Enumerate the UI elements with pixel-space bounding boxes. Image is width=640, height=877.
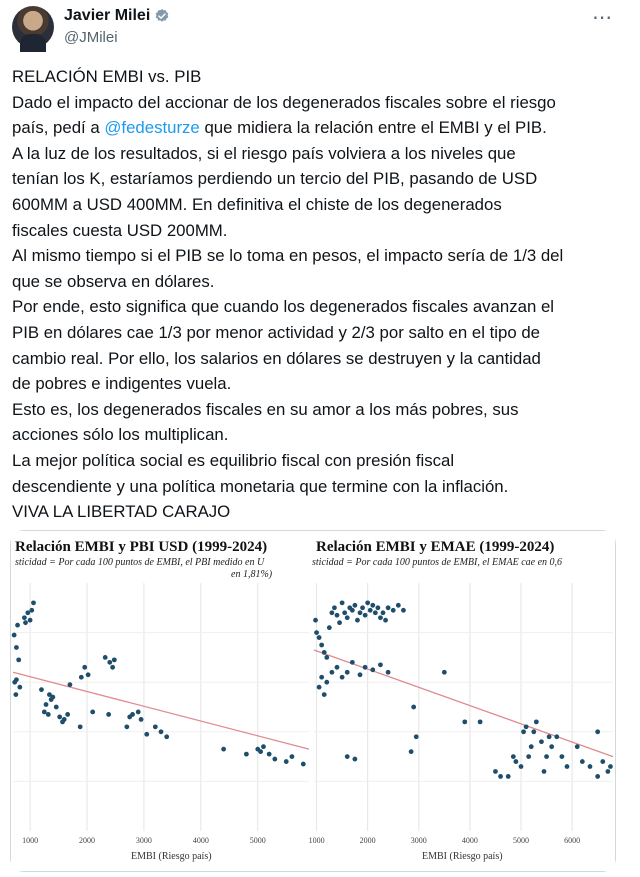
- tweet-line: RELACIÓN EMBI vs. PIB: [12, 67, 202, 86]
- data-point: [44, 702, 49, 707]
- data-point: [139, 717, 144, 722]
- data-point: [549, 744, 554, 749]
- data-point: [290, 754, 295, 759]
- data-point: [68, 682, 73, 687]
- data-point: [588, 764, 593, 769]
- data-point: [317, 685, 322, 690]
- data-point: [272, 757, 277, 762]
- tweet-line-end: que midiera la relación entre el EMBI y el PIB.: [199, 118, 547, 138]
- data-point: [595, 774, 600, 779]
- data-point: [327, 625, 332, 630]
- data-point: [29, 608, 34, 613]
- chart-embi-pbi[interactable]: [11, 531, 311, 871]
- data-point: [14, 645, 19, 650]
- x-tick-label: 2000: [359, 836, 376, 845]
- data-point: [110, 665, 115, 670]
- data-point: [221, 747, 226, 752]
- data-point: [319, 675, 324, 680]
- data-point: [531, 729, 536, 734]
- chart-subtitle: sticidad = Por cada 100 puntos de EMBI, el PBI medido en U: [15, 557, 265, 568]
- data-point: [124, 724, 129, 729]
- data-point: [329, 610, 334, 615]
- data-point: [50, 695, 55, 700]
- data-point: [22, 615, 27, 620]
- data-point: [350, 660, 355, 665]
- data-point: [519, 764, 524, 769]
- x-tick-label: 6000: [564, 836, 581, 845]
- tweet-line: fiscales cuesta USD 200MM.: [12, 220, 228, 240]
- data-point: [352, 603, 357, 608]
- data-point: [368, 608, 373, 613]
- tweet-line: Esto es, los degenerados fiscales en su amor a los más pobres, sus: [12, 399, 519, 419]
- tweet-line: A la luz de los resultados, si el riesgo país volviera a los niveles que: [12, 143, 516, 163]
- data-point: [79, 675, 84, 680]
- more-options-icon[interactable]: ⋯: [592, 7, 613, 29]
- tweet-text: [12, 64, 628, 525]
- x-tick-label: 1000: [308, 836, 325, 845]
- x-axis-label: EMBI (Riesgo país): [422, 851, 503, 862]
- data-point: [358, 672, 363, 677]
- data-point: [493, 769, 498, 774]
- data-point: [511, 754, 516, 759]
- trend-line: [314, 650, 613, 757]
- tweet-line: 600MM a USD 400MM. En definitiva el chiste de los degenerados: [12, 194, 502, 214]
- tweet-line-start: país, pedí a: [12, 118, 105, 138]
- tweet-line: La mejor política social es equilibrio fiscal con presión fiscal: [12, 450, 455, 470]
- data-point: [314, 630, 319, 635]
- data-point: [54, 705, 59, 710]
- tweet-line: PIB en dólares cae 1/3 por menor actividad y 2/3 por salto en el tipo de: [12, 322, 540, 342]
- data-point: [396, 603, 401, 608]
- mention-link[interactable]: @fedesturze: [104, 118, 200, 138]
- data-point: [370, 667, 375, 672]
- data-point: [42, 710, 47, 715]
- data-point: [409, 749, 414, 754]
- x-tick-label: 3000: [410, 836, 427, 845]
- chart-title: Relación EMBI y EMAE (1999-2024): [316, 539, 555, 555]
- data-point: [324, 680, 329, 685]
- author-name[interactable]: Javier Milei: [64, 7, 151, 24]
- data-point: [498, 774, 503, 779]
- tweet-line: cambio real. Por ello, los salarios en dólares se destruyen y la cantidad: [12, 348, 541, 368]
- data-point: [363, 613, 368, 618]
- data-point: [136, 710, 141, 715]
- tweet-line: que se observa en dólares.: [12, 271, 215, 291]
- data-point: [335, 665, 340, 670]
- data-point: [600, 759, 605, 764]
- data-point: [82, 665, 87, 670]
- data-point: [342, 610, 347, 615]
- scatter-plot: [308, 531, 615, 871]
- x-tick-label: 5000: [249, 836, 266, 845]
- data-point: [391, 608, 396, 613]
- data-point: [345, 615, 350, 620]
- data-point: [322, 692, 327, 697]
- chart-title: Relación EMBI y PBI USD (1999-2024): [15, 539, 268, 555]
- data-point: [107, 660, 112, 665]
- data-point: [23, 620, 28, 625]
- data-point: [559, 754, 564, 759]
- data-point: [337, 620, 342, 625]
- data-point: [462, 719, 467, 724]
- data-point: [28, 618, 33, 623]
- tweet-line: tenían los K, estaríamos perdiendo un tercio del PIB, pasando de USD: [12, 169, 538, 189]
- data-point: [521, 729, 526, 734]
- tweet-line: Al mismo tiempo si el PIB se lo toma en pesos, el impacto sería de 1/3 del: [12, 246, 564, 266]
- data-point: [370, 603, 375, 608]
- chart-subtitle-cont: en 1,81%): [231, 569, 273, 580]
- data-point: [580, 759, 585, 764]
- data-point: [46, 712, 51, 717]
- data-point: [355, 618, 360, 623]
- data-point: [378, 615, 383, 620]
- x-axis-label: EMBI (Riesgo país): [131, 851, 212, 862]
- data-point: [13, 692, 18, 697]
- data-point: [529, 744, 534, 749]
- x-tick-label: 4000: [192, 836, 209, 845]
- data-point: [319, 643, 324, 648]
- data-point: [608, 764, 613, 769]
- data-point: [335, 613, 340, 618]
- data-point: [164, 734, 169, 739]
- data-point: [332, 605, 337, 610]
- data-point: [547, 734, 552, 739]
- data-point: [144, 732, 149, 737]
- data-point: [526, 754, 531, 759]
- data-point: [25, 610, 30, 615]
- data-point: [363, 665, 368, 670]
- data-point: [360, 605, 365, 610]
- data-point: [17, 685, 22, 690]
- data-point: [78, 724, 83, 729]
- verified-badge-icon: [154, 8, 170, 24]
- data-point: [513, 759, 518, 764]
- tweet-line: de pobres e indigentes vuela.: [12, 374, 232, 394]
- avatar[interactable]: [12, 6, 54, 48]
- data-point: [358, 610, 363, 615]
- x-tick-label: 5000: [513, 836, 529, 845]
- data-point: [386, 670, 391, 675]
- tweet-line: descendiente y una política monetaria que termine con la inflación.: [12, 476, 509, 496]
- data-point: [401, 608, 406, 613]
- x-tick-label: 2000: [79, 836, 95, 845]
- x-tick-label: 1000: [22, 836, 39, 845]
- tweet-line: Por ende, esto significa que cuando los degenerados fiscales avanzan el: [12, 297, 555, 317]
- data-point: [386, 605, 391, 610]
- data-point: [524, 724, 529, 729]
- data-point: [365, 600, 370, 605]
- data-point: [313, 618, 318, 623]
- data-point: [90, 710, 95, 715]
- tweet-line: VIVA LA LIBERTAD CARAJO: [12, 502, 231, 522]
- data-point: [322, 650, 327, 655]
- data-point: [378, 662, 383, 667]
- data-point: [411, 705, 416, 710]
- tweet-line: acciones sólo los multiplican.: [12, 425, 229, 445]
- data-point: [301, 762, 306, 767]
- data-point: [284, 759, 289, 764]
- data-point: [57, 715, 62, 720]
- data-point: [383, 618, 388, 623]
- data-point: [565, 764, 570, 769]
- data-point: [352, 757, 357, 762]
- data-point: [373, 610, 378, 615]
- data-point: [340, 600, 345, 605]
- data-point: [153, 724, 158, 729]
- tweet-line: [12, 115, 628, 141]
- data-point: [86, 672, 91, 677]
- trend-line: [13, 672, 309, 749]
- data-point: [261, 744, 266, 749]
- data-point: [544, 754, 549, 759]
- data-point: [130, 712, 135, 717]
- data-point: [539, 739, 544, 744]
- x-tick-label: 3000: [135, 836, 152, 845]
- data-point: [329, 670, 334, 675]
- chart-embi-emae[interactable]: [308, 531, 615, 871]
- author-handle[interactable]: @JMilei: [64, 29, 118, 46]
- tweet-line: Dado el impacto del accionar de los degenerados fiscales sobre el riesgo: [12, 92, 556, 112]
- data-point: [442, 670, 447, 675]
- data-point: [350, 608, 355, 613]
- data-point: [39, 687, 44, 692]
- data-point: [575, 744, 580, 749]
- data-point: [345, 670, 350, 675]
- data-point: [103, 655, 108, 660]
- tweet-header: [0, 0, 640, 56]
- x-tick-label: 4000: [461, 836, 478, 845]
- data-point: [31, 600, 36, 605]
- media-attachment[interactable]: [10, 530, 616, 872]
- data-point: [542, 769, 547, 774]
- data-point: [15, 623, 20, 628]
- data-point: [112, 657, 117, 662]
- data-point: [605, 769, 610, 774]
- data-point: [381, 610, 386, 615]
- scatter-plot: [11, 531, 311, 871]
- data-point: [12, 633, 17, 638]
- data-point: [258, 749, 263, 754]
- data-point: [159, 729, 164, 734]
- data-point: [244, 752, 249, 757]
- data-point: [65, 712, 70, 717]
- data-point: [554, 734, 559, 739]
- data-point: [12, 680, 17, 685]
- data-point: [595, 729, 600, 734]
- data-point: [345, 754, 350, 759]
- data-point: [16, 657, 21, 662]
- chart-subtitle: sticidad = Por cada 100 puntos de EMBI, el EMAE cae en 0,6: [312, 557, 563, 568]
- data-point: [324, 655, 329, 660]
- data-point: [62, 717, 67, 722]
- data-point: [414, 734, 419, 739]
- data-point: [478, 719, 483, 724]
- data-point: [340, 675, 345, 680]
- data-point: [317, 635, 322, 640]
- data-point: [534, 719, 539, 724]
- data-point: [106, 712, 111, 717]
- data-point: [375, 605, 380, 610]
- data-point: [506, 774, 511, 779]
- data-point: [267, 752, 272, 757]
